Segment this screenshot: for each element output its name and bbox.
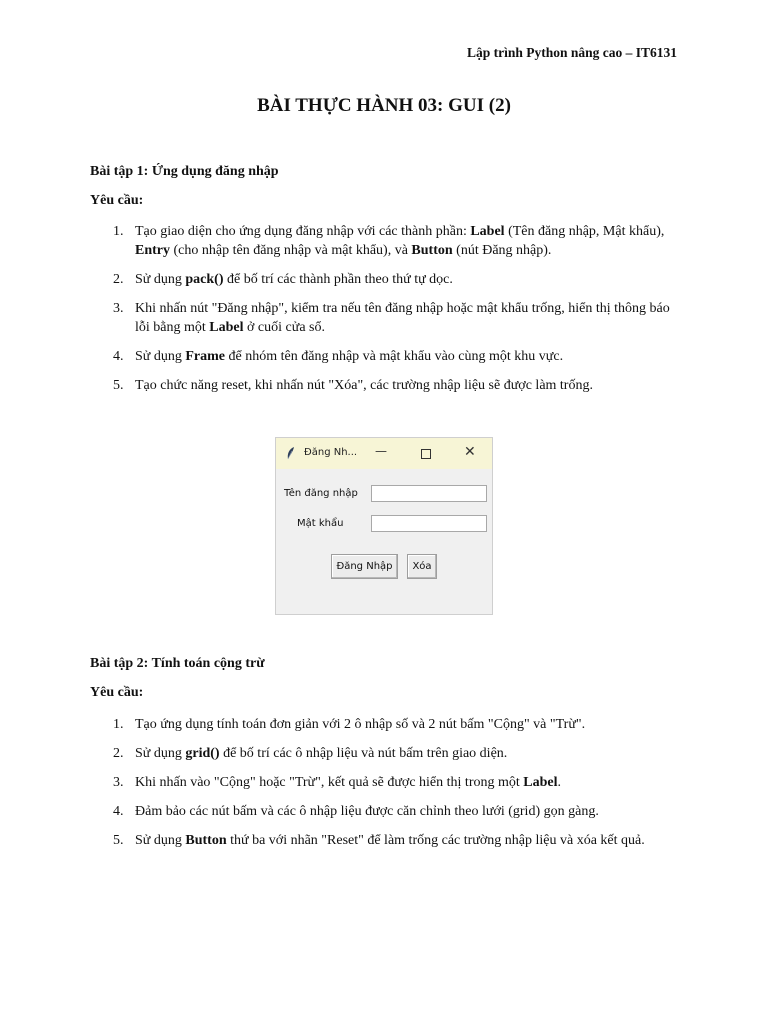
list-item-text: Sử dụng	[135, 349, 186, 364]
list-item-number: 4.	[113, 349, 124, 364]
list-item-text: Tạo ứng dụng tính toán đơn giản với 2 ô nhập số và 2 nút bấm "Cộng" và "Trừ".	[135, 717, 586, 732]
list-item-keyword: pack()	[185, 272, 224, 287]
list-item-number: 1.	[113, 717, 124, 732]
clear-button[interactable]: Xóa	[407, 554, 437, 579]
list-item-keyword: Label	[209, 320, 244, 335]
exercise-1-requirements-list	[90, 222, 670, 405]
list-item	[90, 299, 670, 337]
exercise-1-heading: Bài tập 1: Ứng dụng đăng nhập	[90, 164, 279, 179]
list-item	[90, 715, 670, 734]
list-item-number: 5.	[113, 833, 124, 848]
window-title: Đăng Nh...	[304, 447, 358, 458]
list-item-keyword: Label	[470, 224, 505, 239]
list-item	[90, 270, 670, 289]
username-input[interactable]	[371, 485, 487, 502]
exercise-2-heading: Bài tập 2: Tính toán cộng trừ	[90, 656, 265, 671]
course-header: Lập trình Python nâng cao – IT6131	[466, 45, 677, 60]
list-item-text: thứ ba với nhãn "Reset" để làm trống các trường nhập liệu và xóa kết quả.	[226, 833, 645, 848]
list-item-text: Khi nhấn nút "Đăng nhập", kiểm tra nếu tên đăng nhập hoặc mật khẩu trống, hiển thị thông báo lỗi bằng một	[135, 301, 670, 335]
list-item-text: (nút Đăng nhập).	[452, 243, 552, 258]
list-item-keyword: grid()	[185, 746, 220, 761]
password-input[interactable]	[371, 515, 487, 532]
list-item-keyword: Entry	[135, 243, 170, 258]
list-item-text: Tạo giao diện cho ứng dụng đăng nhập với các thành phần:	[135, 224, 471, 239]
exercise-2-requirements-list	[90, 715, 670, 860]
list-item-keyword: Label	[523, 775, 558, 790]
list-item	[90, 222, 670, 260]
minimize-icon[interactable]: —	[375, 444, 387, 458]
list-item-keyword: Frame	[185, 349, 226, 364]
list-item-text: Sử dụng	[135, 746, 186, 761]
list-item	[90, 744, 670, 763]
list-item-number: 3.	[113, 301, 124, 316]
page-title: BÀI THỰC HÀNH 03: GUI (2)	[257, 95, 511, 116]
login-window-screenshot	[275, 437, 493, 615]
login-button[interactable]: Đăng Nhập	[331, 554, 398, 579]
list-item-text: để bố trí các thành phần theo thứ tự dọc.	[223, 272, 453, 287]
window-titlebar	[276, 438, 492, 469]
list-item-keyword: Button	[185, 833, 227, 848]
exercise-2-requirements-label: Yêu cầu:	[90, 685, 144, 700]
list-item-text: (cho nhập tên đăng nhập và mật khẩu), và	[170, 243, 412, 258]
list-item-number: 5.	[113, 378, 124, 393]
list-item	[90, 802, 670, 821]
close-icon[interactable]: ✕	[464, 444, 476, 460]
list-item-number: 2.	[113, 272, 124, 287]
maximize-icon[interactable]	[421, 449, 431, 459]
list-item-text: ở cuối cửa sổ.	[243, 320, 325, 335]
password-label: Mật khẩu	[297, 518, 344, 529]
list-item-text: .	[557, 775, 561, 790]
list-item-number: 2.	[113, 746, 124, 761]
list-item	[90, 773, 670, 792]
exercise-1-requirements-label: Yêu cầu:	[90, 193, 144, 208]
list-item-text: Đảm bảo các nút bấm và các ô nhập liệu được căn chỉnh theo lưới (grid) gọn gàng.	[135, 804, 599, 819]
list-item-text: để bố trí các ô nhập liệu và nút bấm trên giao diện.	[219, 746, 508, 761]
list-item-number: 4.	[113, 804, 124, 819]
list-item-text: (Tên đăng nhập, Mật khẩu),	[504, 224, 665, 239]
list-item-keyword: Button	[411, 243, 453, 258]
list-item	[90, 376, 670, 395]
list-item-text: Sử dụng	[135, 833, 186, 848]
list-item	[90, 831, 670, 850]
list-item-text: để nhóm tên đăng nhập và mật khẩu vào cùng một khu vực.	[225, 349, 564, 364]
username-label: Tên đăng nhập	[284, 488, 358, 499]
list-item-number: 1.	[113, 224, 124, 239]
list-item-number: 3.	[113, 775, 124, 790]
list-item-text: Khi nhấn vào "Cộng" hoặc "Trừ", kết quả sẽ được hiển thị trong một	[135, 775, 524, 790]
list-item-text: Sử dụng	[135, 272, 186, 287]
list-item-text: Tạo chức năng reset, khi nhấn nút "Xóa", các trường nhập liệu sẽ được làm trống.	[135, 378, 593, 393]
feather-icon	[286, 446, 296, 460]
list-item	[90, 347, 670, 366]
